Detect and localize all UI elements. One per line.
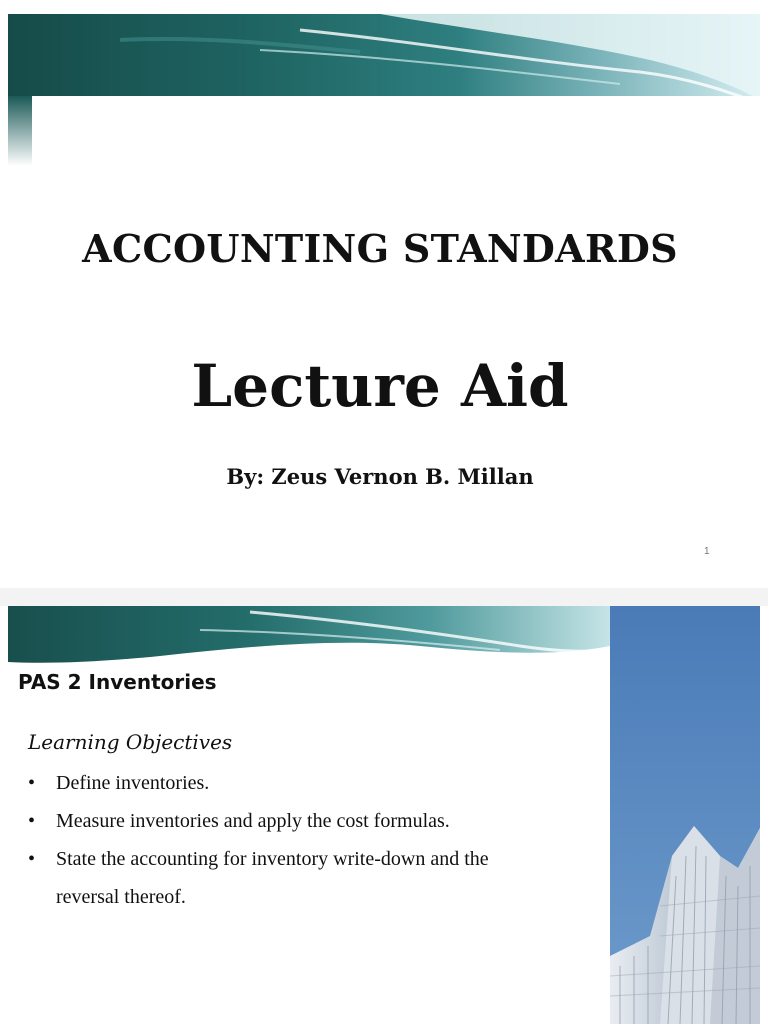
list-item-text: Measure inventories and apply the cost formulas.	[56, 810, 450, 832]
list-item	[28, 840, 498, 916]
slide-number: 1	[704, 546, 710, 557]
presentation-title: ACCOUNTING STANDARDS	[82, 226, 678, 271]
learning-objectives-heading: Learning Objectives	[28, 730, 233, 754]
wave-banner-decoration	[0, 606, 610, 666]
wave-banner-decoration	[0, 0, 768, 170]
slide-separator	[0, 588, 768, 606]
bullet-icon: •	[28, 810, 36, 832]
bullet-icon: •	[28, 848, 36, 870]
bullet-icon: •	[28, 772, 36, 794]
slide-heading: PAS 2 Inventories	[18, 670, 217, 694]
list-item	[28, 764, 498, 802]
slide-2	[0, 606, 768, 1024]
objectives-list	[28, 764, 498, 916]
list-item-text: Define inventories.	[56, 772, 210, 794]
author-line: By: Zeus Vernon B. Millan	[226, 464, 534, 489]
list-item	[28, 802, 498, 840]
presentation-subtitle: Lecture Aid	[191, 352, 569, 420]
building-photo	[610, 606, 760, 1024]
list-item-text: State the accounting for inventory write-down and the reversal thereof.	[56, 848, 489, 908]
